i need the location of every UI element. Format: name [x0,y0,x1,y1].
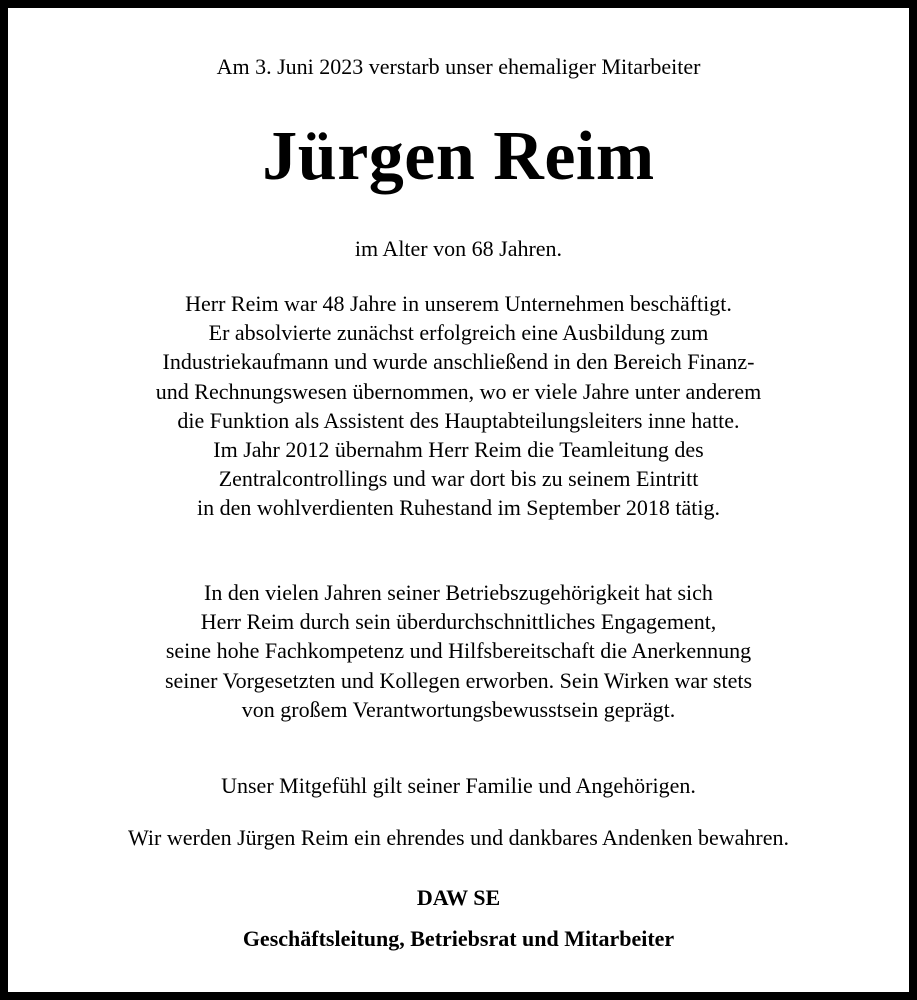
remembrance-line: Wir werden Jürgen Reim ein ehrendes und dankbares Andenken bewahren. [128,825,789,850]
text-line: seiner Vorgesetzten und Kollegen erworben. Sein Wirken war stets [164,667,753,693]
text-line: Er absolvierte zunächst erfolgreich eine Ausbildung zum [208,320,709,346]
career-paragraph [8,289,909,523]
text-line: Im Jahr 2012 übernahm Herr Reim die Teamleitung des [213,437,704,463]
deceased-name: Jürgen Reim [262,118,655,195]
age-line: im Alter von 68 Jahren. [354,236,563,261]
company-name: DAW SE [416,885,501,910]
text-line: in den wohlverdienten Ruhestand im September 2018 tätig. [196,495,720,521]
text-line: Zentralcontrollings und war dort bis zu seinem Eintritt [218,466,699,492]
signers-line: Geschäftsleitung, Betriebsrat und Mitarbeiter [242,926,675,951]
text-line: In den vielen Jahren seiner Betriebszugehörigkeit hat sich [204,580,713,605]
text-line: seine hohe Fachkompetenz und Hilfsbereitschaft die Anerkennung [165,638,752,664]
text-line: Industriekaufmann und wurde anschließend in den Bereich Finanz- [162,349,755,375]
text-line: Herr Reim war 48 Jahre in unserem Unternehmen beschäftigt. [185,291,732,316]
tribute-paragraph [8,578,909,724]
text-line: Herr Reim durch sein überdurchschnittliches Engagement, [200,609,717,635]
intro-line: Am 3. Juni 2023 verstarb unser ehemaliger Mitarbeiter [216,54,701,79]
sympathy-line: Unser Mitgefühl gilt seiner Familie und Angehörigen. [221,773,696,798]
text-line: die Funktion als Assistent des Hauptabteilungsleiters inne hatte. [177,407,740,433]
text-line: von großem Verantwortungsbewusstsein geprägt. [241,696,676,722]
text-line: und Rechnungswesen übernommen, wo er viele Jahre unter anderem [155,378,762,404]
